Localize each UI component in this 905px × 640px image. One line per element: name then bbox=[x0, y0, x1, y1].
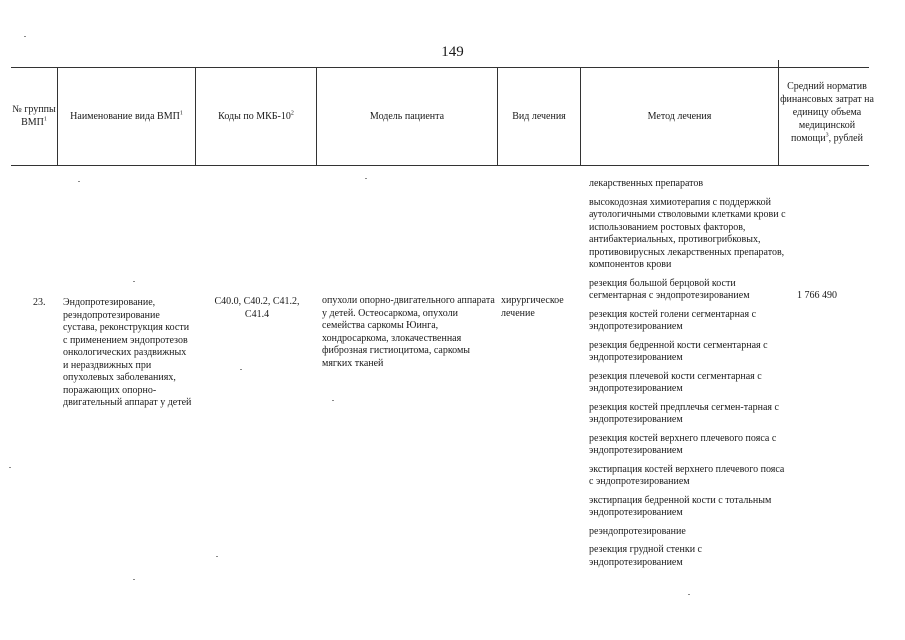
header-treatment-type-label: Вид лечения bbox=[512, 110, 566, 122]
footnote-marker: 1 bbox=[179, 110, 183, 117]
header-treatment-type bbox=[498, 67, 580, 165]
scan-speck bbox=[216, 556, 218, 557]
method-item: резекция грудной стенки с эндопротезированием bbox=[589, 544, 702, 568]
method-item: резекция костей верхнего плечевого пояса с эндопротезированием bbox=[589, 432, 777, 456]
scan-speck bbox=[332, 400, 334, 401]
row-vmp-name: Эндопротезирование, реэндопротезирование сустава, реконструкция кости с применением эндопротезов онкологических раздвижных и нераздвижных при опухолевых заболеваниях, поражающих опорно-двигательный аппарат у детей bbox=[63, 297, 192, 408]
treatment-method-list bbox=[589, 178, 789, 575]
header-treatment-method-label: Метод лечения bbox=[647, 110, 712, 122]
header-cost-label: Средний норматив финансовых затрат на единицу объема медицинской помощи bbox=[780, 80, 874, 144]
method-item: резекция костей голени сегментарная с эндопротезированием bbox=[589, 308, 757, 332]
header-group-no-label: № группы ВМП bbox=[12, 104, 56, 128]
header-divider bbox=[778, 60, 779, 165]
footnote-marker: 1 bbox=[43, 116, 47, 123]
method-item: реэндопротезирование bbox=[589, 525, 686, 537]
scan-speck bbox=[240, 369, 242, 370]
scan-speck bbox=[133, 579, 135, 580]
header-cost-unit: , рублей bbox=[828, 132, 863, 144]
header-treatment-method bbox=[581, 67, 778, 165]
scan-speck bbox=[365, 178, 367, 179]
row-icd-codes: C40.0, C40.2, C41.2, C41.4 bbox=[214, 296, 300, 320]
method-item: резекция костей предплечья сегмен-тарная с эндопротезированием bbox=[589, 401, 779, 425]
method-item: лекарственных препаратов bbox=[589, 178, 704, 189]
header-icd-codes-label: Коды по МКБ-10 bbox=[218, 110, 291, 122]
header-group-no bbox=[11, 67, 57, 165]
footnote-marker: 3 bbox=[825, 132, 829, 139]
method-item: экстирпация бедренной кости с тотальным эндопротезированием bbox=[589, 494, 772, 518]
header-cost bbox=[780, 62, 874, 162]
row-treatment-type: хирургическое лечение bbox=[501, 295, 564, 319]
header-patient-model-label: Модель пациента bbox=[369, 110, 445, 122]
scan-speck bbox=[78, 181, 80, 182]
row-patient-model: опухоли опорно-двигательного аппарата у детей. Остеосаркома, опухоли семейства саркомы Юинга, хондросаркома, злокачественная фиброзная гистиоцитома, саркомы мягких тканей bbox=[322, 295, 495, 369]
method-item: резекция бедренной кости сегментарная с эндопротезированием bbox=[589, 339, 768, 363]
scan-speck bbox=[133, 281, 135, 282]
row-cost: 1 766 490 bbox=[797, 290, 837, 301]
footnote-marker: 2 bbox=[290, 110, 294, 117]
scan-speck bbox=[688, 594, 690, 595]
method-item: резекция плечевой кости сегментарная с эндопротезированием bbox=[589, 370, 762, 394]
method-item: резекция большой берцовой кости сегментарная с эндопротезированием bbox=[589, 277, 750, 301]
page-number: 149 bbox=[441, 44, 464, 60]
method-item: экстирпация костей верхнего плечевого пояса с эндопротезированием bbox=[589, 463, 785, 487]
header-vmp-name-label: Наименование вида ВМП bbox=[70, 110, 180, 122]
scan-speck bbox=[9, 467, 11, 468]
method-item: высокодозная химиотерапия с поддержкой аутологичными стволовыми клетками крови с использованием ростовых факторов, антибактериальных, противогрибковых, противовирусных лекарственных препаратов, компонентов крови bbox=[589, 196, 786, 270]
header-patient-model bbox=[317, 67, 497, 165]
row-group-no: 23. bbox=[33, 297, 46, 308]
header-vmp-name bbox=[58, 67, 195, 165]
scan-speck bbox=[24, 36, 26, 37]
header-icd-codes bbox=[196, 67, 316, 165]
header-bottom-border bbox=[11, 165, 869, 166]
